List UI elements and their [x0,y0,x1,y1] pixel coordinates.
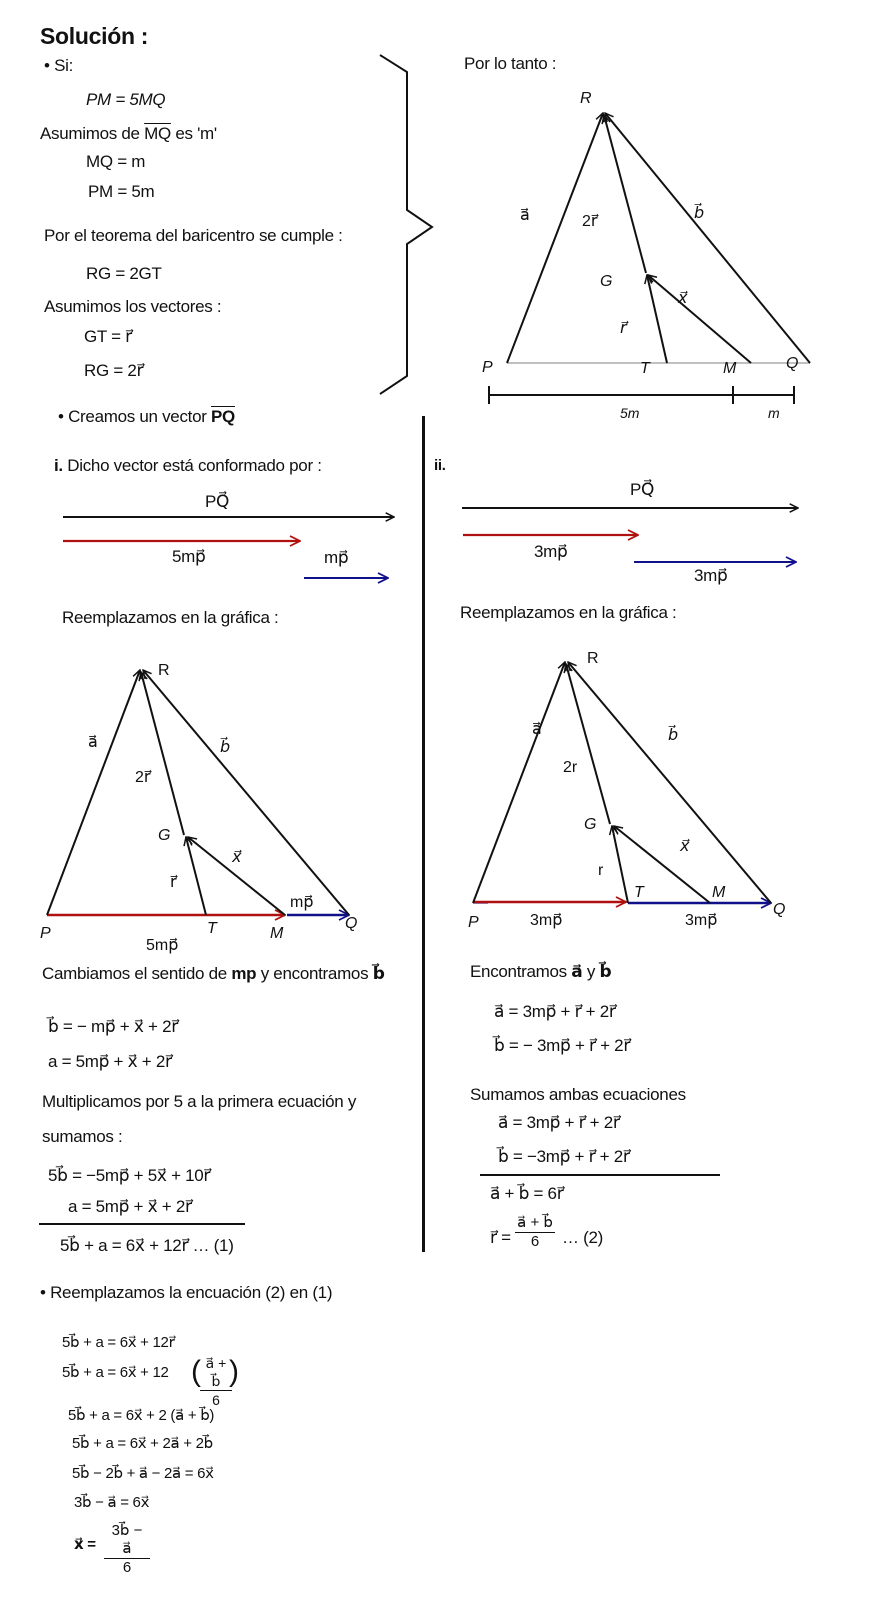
final-line-2: 5b⃗ + a = 6x⃗ + 12 [62,1364,169,1381]
case-ii-point-g: G [584,816,597,833]
case-i-point-p: P [40,925,51,942]
equation-pm: PM = 5MQ [86,90,166,109]
case-i-pq-label: PQ⃗ [205,492,230,511]
case-i-label-2r: 2r⃗ [135,769,151,786]
label-r: r⃗ [620,320,627,337]
case-ii-heading: ii. [434,457,446,474]
final-line-6: 3b⃗ − a⃗ = 6x⃗ [74,1494,150,1511]
case-ii-point-p: P [468,914,479,931]
case-i-point-g: G [158,827,171,844]
case-i-eq-a: a = 5mp⃗ + x⃗ + 2r⃗ [48,1052,172,1071]
point-p: P [482,359,493,376]
case-i-heading: i. Dicho vector está conformado por : [54,456,322,475]
triangle-diagram-top [440,40,872,420]
case-i-point-m: M [270,925,284,942]
case-ii-vector-decomposition [460,498,810,578]
case-ii-eq-a: a⃗ = 3mp⃗ + r⃗ + 2r⃗ [494,1002,616,1021]
case-ii-label-r: r [598,862,604,879]
point-m: M [723,360,737,377]
equation-rg2: RG = 2r⃗ [84,361,144,380]
case-i-vector-decomposition [60,505,400,585]
case-i-sum-rule [39,1223,245,1225]
case-i-label-a: a⃗ [88,734,98,751]
paren-close: ) [229,1355,239,1388]
point-q: Q [786,355,799,372]
case-ii-label-2r: 2r [563,759,578,776]
case-ii-label-x: x⃗ [680,838,690,855]
point-g: G [600,273,613,290]
column-divider [422,416,425,1252]
dim-m: m [768,405,780,421]
equation-pm2: PM = 5m [88,182,155,201]
curly-brace [370,50,440,400]
case-ii-sum-rule [480,1174,720,1176]
label-x: x⃗ [678,290,688,307]
case-ii-label-a: a⃗ [532,721,542,738]
point-t: T [640,360,650,377]
label-2r: 2r⃗ [582,213,598,230]
case-ii-pq-label: PQ⃗ [630,480,655,499]
case-i-sum-line2: a = 5mp⃗ + x⃗ + 2r⃗ [68,1197,192,1216]
case-ii-point-r: R [587,650,599,667]
replace-eq-bullet: • Reemplazamos la encuación (2) en (1) [40,1283,333,1302]
found-a-b: Encontramos a⃗ y b⃗ [470,962,612,981]
equation-mq: MQ = m [86,152,146,171]
case-ii-sum-line2: b⃗ = −3mp⃗ + r⃗ + 2r⃗ [498,1147,630,1166]
case-i-sum-line1: 5b⃗ = −5mp⃗ + 5x⃗ + 10r⃗ [48,1166,211,1185]
r-lhs: r⃗ = [490,1228,511,1247]
sum-both-title: Sumamos ambas ecuaciones [470,1085,686,1104]
multiply-text-2: sumamos : [42,1127,123,1146]
case-i-label-b: b⃗ [220,739,231,756]
case-i-replace: Reemplazamos en la gráfica : [62,608,279,627]
case-i-label-5mp: 5mp⃗ [146,937,179,954]
case-i-sum-result: 5b⃗ + a = 6x⃗ + 12r⃗ … (1) [60,1236,234,1255]
case-i-blue-label: mp⃗ [324,548,349,567]
r-tag: … (2) [562,1228,604,1247]
point-r: R [580,90,592,107]
page-title: Solución : [40,23,149,49]
assume-mq: Asumimos de $\overline{MQ}$ es 'm' [40,124,217,143]
case-ii-sum-result: a⃗ + b⃗ = 6r⃗ [490,1184,564,1203]
assume-vectors: Asumimos los vectores : [44,297,222,316]
case-ii-blue-label: 3mp⃗ [694,566,728,585]
bullet-si: • Si: [44,56,74,75]
equation-gt: GT = r⃗ [84,327,132,346]
case-ii-point-m: M [712,884,726,901]
case-i-label-r: r⃗ [170,874,177,891]
x-fraction: $\frac{3b⃗ - a⃗}{6}$ [104,1522,150,1577]
case-ii-label-left-mp: 3mp⃗ [530,912,563,929]
case-i-label-mp: mp⃗ [290,894,314,911]
x-lhs: x⃗ = [74,1536,96,1553]
case-ii-red-label: 3mp⃗ [534,542,568,561]
equation-rg: RG = 2GT [86,264,162,283]
case-i-label-x: x⃗ [232,849,242,866]
case-i-eq-b: b⃗ = − mp⃗ + x⃗ + 2r⃗ [48,1017,178,1036]
label-b: b⃗ [694,205,705,222]
case-i-red-label: 5mp⃗ [172,547,206,566]
create-vector-pq: • Creamos un vector $\overline{PQ}$ [58,407,235,426]
case-i-point-t: T [207,920,217,937]
case-ii-sum-line1: a⃗ = 3mp⃗ + r⃗ + 2r⃗ [498,1113,620,1132]
multiply-text-1: Multiplicamos por 5 a la primera ecuación y [42,1092,357,1111]
por-lo-tanto: Por lo tanto : [464,54,557,73]
label-a: a⃗ [520,207,530,224]
theorem-text: Por el teorema del baricentro se cumple : [44,226,343,245]
triangle-diagram-case-i [0,640,420,960]
final-line-5: 5b⃗ − 2b⃗ + a⃗ − 2a⃗ = 6x⃗ [72,1465,214,1482]
r-fraction: $\frac{a⃗ + b⃗}{6}$ [515,1214,555,1251]
paren-open: ( [191,1355,201,1388]
case-i-point-q: Q [345,915,358,932]
dim-5m: 5m [620,405,640,421]
case-ii-label-b: b⃗ [668,727,679,744]
final-line-4: 5b⃗ + a = 6x⃗ + 2a⃗ + 2b⃗ [72,1435,213,1452]
case-ii-eq-b: b⃗ = − 3mp⃗ + r⃗ + 2r⃗ [494,1036,631,1055]
final-fraction: $\frac{a⃗ + b⃗}{6}$ [200,1354,232,1409]
final-line-3: 5b⃗ + a = 6x⃗ + 2 (a⃗ + b⃗) [68,1407,215,1424]
case-ii-point-t: T [634,884,644,901]
case-ii-replace: Reemplazamos en la gráfica : [460,603,677,622]
case-ii-point-q: Q [773,901,786,918]
case-ii-label-right-mp: 3mp⃗ [685,912,718,929]
triangle-diagram-case-ii [440,640,872,940]
change-direction-text: Cambiamos el sentido de mp y encontramos b⃗ [42,964,385,983]
final-line-1: 5b⃗ + a = 6x⃗ + 12r⃗ [62,1334,175,1351]
case-i-point-r: R [158,662,170,679]
